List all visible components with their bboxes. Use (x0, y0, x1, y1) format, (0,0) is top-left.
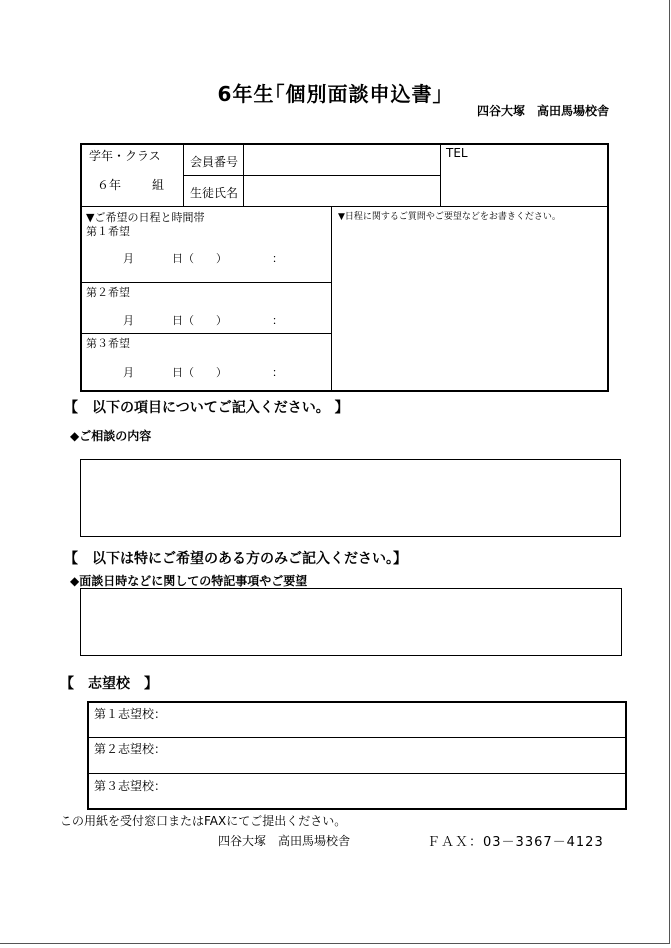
grade-value: ６年 (97, 178, 122, 192)
choice-2-colon: ： (272, 314, 283, 327)
choice-1-colon: ： (272, 252, 283, 265)
schedule-divider (331, 206, 332, 392)
choice-2-day: 日（ ） (172, 314, 227, 327)
choice-1-month: 月 (123, 252, 134, 265)
school-choice-1-field[interactable] (180, 703, 625, 736)
choice-divider-1 (80, 282, 332, 283)
school-name: 四谷大塚 高田馬場校舎 (476, 104, 609, 118)
choice-3-day: 日（ ） (172, 366, 227, 379)
school-divider-1 (87, 737, 627, 738)
school-divider-2 (87, 773, 627, 774)
page-title: 6年生｢個別面談申込書」 (217, 82, 454, 106)
requests-field[interactable] (80, 588, 622, 656)
choice-3-month: 月 (123, 366, 134, 379)
section2-subheading: ◆面談日時などに関しての特記事項やご要望 (70, 574, 308, 588)
school-choice-1-label: 第１志望校： (94, 707, 167, 721)
schedule-comments-field[interactable] (334, 224, 607, 390)
choice-1-label: 第１希望 (86, 225, 130, 238)
choice-2-label: 第２希望 (86, 286, 130, 299)
section2-heading: 【 以下は特にご希望のある方のみご記入ください。】 (64, 551, 407, 567)
member-no-label: 会員番号 (190, 155, 239, 169)
name-row-divider (183, 175, 441, 176)
info-divider (80, 206, 609, 207)
grade-class-label: 学年・クラス (89, 149, 161, 163)
school-choice-3-field[interactable] (180, 775, 625, 808)
consultation-field[interactable] (80, 459, 621, 537)
schedule-comments-header: ▼日程に関するご質問やご要望などをお書きください。 (338, 212, 561, 222)
section1-heading: 【 以下の項目についてご記入ください。 】 (64, 400, 349, 416)
footer-school: 四谷大塚 高田馬場校舎 (218, 834, 351, 848)
choice-3-colon: ： (272, 366, 283, 379)
section1-subheading: ◆ご相談の内容 (70, 429, 152, 443)
schedule-header: ▼ご希望の日程と時間帯 (86, 211, 205, 224)
student-name-field[interactable] (245, 177, 439, 205)
student-name-label: 生徒氏名 (190, 186, 239, 200)
class-suffix: 組 (152, 178, 165, 192)
tel-label: TEL (446, 146, 468, 160)
footer-note: この用紙を受付窓口またはFAXにてご提出ください。 (60, 814, 347, 828)
school-choice-3-label: 第３志望校： (94, 779, 167, 793)
section3-heading: 【 志望校 】 (60, 676, 158, 692)
footer-fax: ＦＡＸ：03－3367－4123 (427, 835, 604, 850)
choice-3-label: 第３希望 (86, 337, 130, 350)
choice-2-month: 月 (123, 314, 134, 327)
choice-divider-2 (80, 333, 332, 334)
tel-field[interactable] (442, 162, 607, 205)
member-no-field[interactable] (245, 145, 439, 174)
school-choice-2-field[interactable] (180, 739, 625, 772)
choice-1-day: 日（ ） (172, 252, 227, 265)
school-choice-2-label: 第２志望校： (94, 742, 167, 756)
